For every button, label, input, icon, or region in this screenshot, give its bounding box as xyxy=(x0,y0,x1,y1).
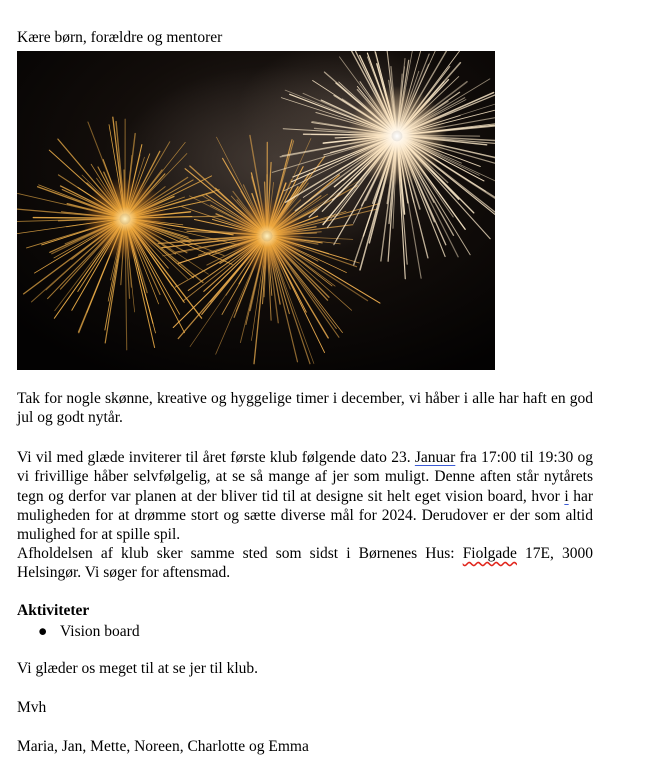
invitation-text-2: fra 17:00 til 19:30 og vi frivillige håber selvfølgelig, at se så mange af jer som muligt. Denne aften står nytårets tegn og derfor var planen at der bliver tid til at designe sit helt eget vision board, hvor xyxy=(17,449,593,505)
paragraph-thanks: Tak for nogle skønne, kreative og hyggelige timer i december, vi håber i alle har haft en god jul og godt nytår. xyxy=(17,390,593,427)
signature-names: Maria, Jan, Mette, Noreen, Charlotte og Emma xyxy=(17,738,309,755)
activities-heading: Aktiviteter xyxy=(17,602,90,619)
fireworks-photo xyxy=(17,51,495,370)
paragraph-invitation xyxy=(17,448,593,544)
bullet-icon: ● xyxy=(38,623,48,640)
list-item xyxy=(17,622,140,642)
invitation-text-3: har muligheden for at drømme stort og sætte diverse mål for 2024. Derudover er der som altid mulighed for at spille spil. xyxy=(17,487,594,544)
invitation-text-1: Vi vil med glæde inviterer til året første klub følgende dato 23. xyxy=(17,449,415,466)
grammar-flag-month[interactable]: Januar xyxy=(414,449,456,466)
paragraph-location xyxy=(17,544,593,583)
list-item-label: Vision board xyxy=(60,623,140,640)
location-text-1: Afholdelsen af klub sker samme sted som sidst i Børnenes Hus: xyxy=(17,545,463,562)
greeting-line: Kære børn, forældre og mentorer xyxy=(17,28,223,46)
spelling-flag-street[interactable]: Fiolgade xyxy=(462,545,517,562)
closing-line: Vi glæder os meget til at se jer til klub. xyxy=(17,660,258,677)
location-text-2: 17E, 3000 Helsingør. Vi søger for aftensmad. xyxy=(17,545,594,582)
grammar-flag-i[interactable]: i xyxy=(564,487,569,505)
activities-list xyxy=(17,622,140,642)
signoff-line: Mvh xyxy=(17,699,47,716)
